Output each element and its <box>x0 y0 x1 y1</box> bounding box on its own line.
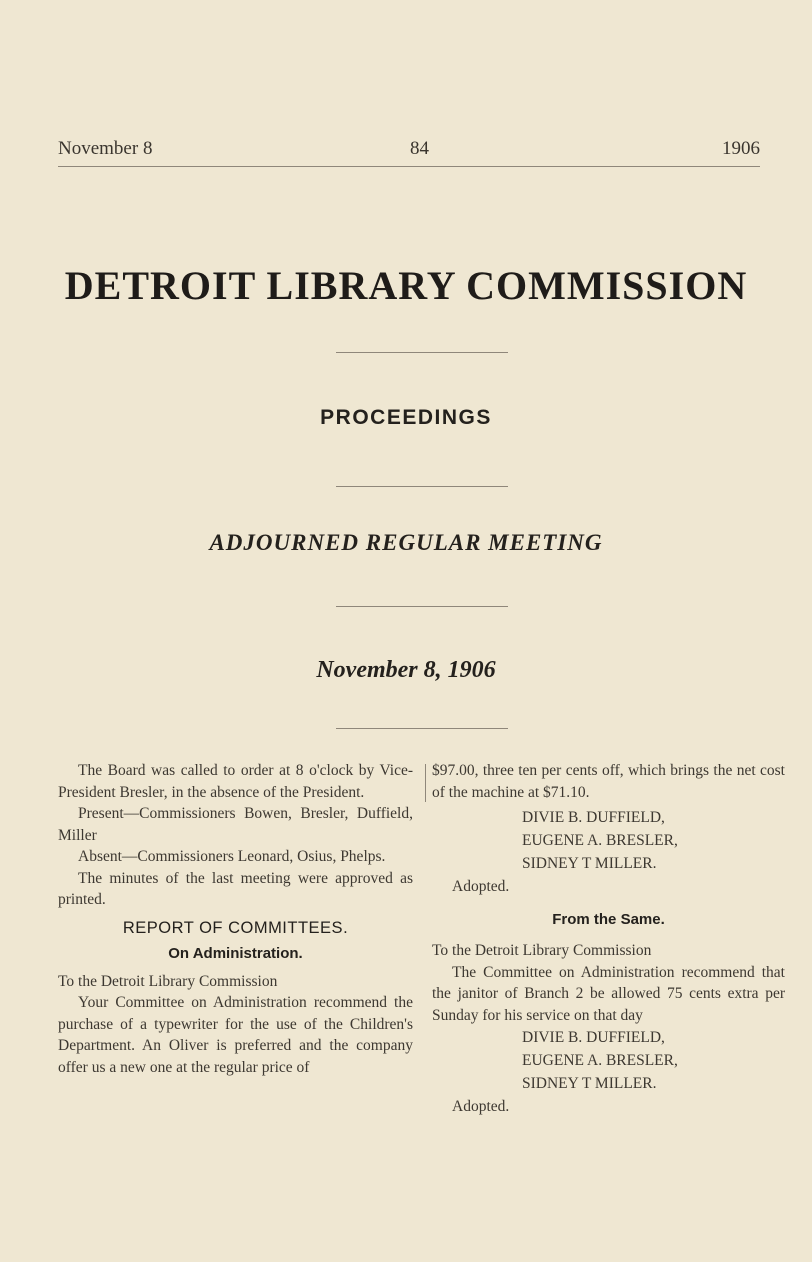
minutes-paragraph: The minutes of the last meeting were approved as printed. <box>58 869 413 908</box>
report-heading: REPORT OF COMMITTEES. <box>122 918 349 937</box>
signature-line: EUGENE A. BRESLER, <box>522 832 678 849</box>
page-number: 84 <box>410 138 429 159</box>
absent-paragraph: Absent—Commissioners Leonard, Osius, Phelps. <box>78 848 386 865</box>
administration-heading: On Administration. <box>168 945 303 962</box>
page-title: DETROIT LIBRARY COMMISSION <box>64 263 748 308</box>
signature-line: EUGENE A. BRESLER, <box>522 1052 678 1069</box>
header-rule <box>58 166 760 167</box>
meeting-date: November 8, 1906 <box>316 657 496 683</box>
adopted-note: Adopted. <box>452 878 510 895</box>
signature-block <box>432 806 785 875</box>
running-head <box>58 138 760 164</box>
divider-rule <box>336 486 508 487</box>
left-column <box>58 760 413 1078</box>
signature-line: SIDNEY T MILLER. <box>522 855 657 872</box>
present-paragraph: Present—Commissioners Bowen, Bresler, Duffield, Miller <box>58 805 413 844</box>
price-paragraph: $97.00, three ten per cents off, which brings the net cost of the machine at $71.10. <box>432 762 785 801</box>
running-head-date: November 8 <box>58 138 153 159</box>
section-title: PROCEEDINGS <box>320 406 492 429</box>
call-to-order-paragraph: The Board was called to order at 8 o'clock by Vice-President Bresler, in the absence of the President. <box>58 762 413 801</box>
signature-line: SIDNEY T MILLER. <box>522 1075 657 1092</box>
signature-block <box>432 1026 785 1095</box>
adopted-note: Adopted. <box>452 1098 510 1115</box>
divider-rule <box>336 728 508 729</box>
right-column <box>432 760 785 1118</box>
divider-rule <box>336 606 508 607</box>
janitor-paragraph: The Committee on Administration recommend that the janitor of Branch 2 be allowed 75 cents extra per Sunday for his service on that day <box>432 963 785 1024</box>
typewriter-paragraph: Your Committee on Administration recommend the purchase of a typewriter for the use of the Children's Department. An Oliver is preferred and the company offer us a new one at the regular price of <box>58 994 413 1076</box>
signature-line: DIVIE B. DUFFIELD, <box>522 1029 665 1046</box>
running-head-year: 1906 <box>722 138 760 159</box>
address-line: To the Detroit Library Commission <box>432 942 652 959</box>
address-line: To the Detroit Library Commission <box>58 972 278 990</box>
meeting-title: ADJOURNED REGULAR MEETING <box>209 530 603 555</box>
divider-rule <box>336 352 508 353</box>
column-divider <box>425 764 426 802</box>
from-same-heading: From the Same. <box>552 910 665 928</box>
signature-line: DIVIE B. DUFFIELD, <box>522 809 665 826</box>
